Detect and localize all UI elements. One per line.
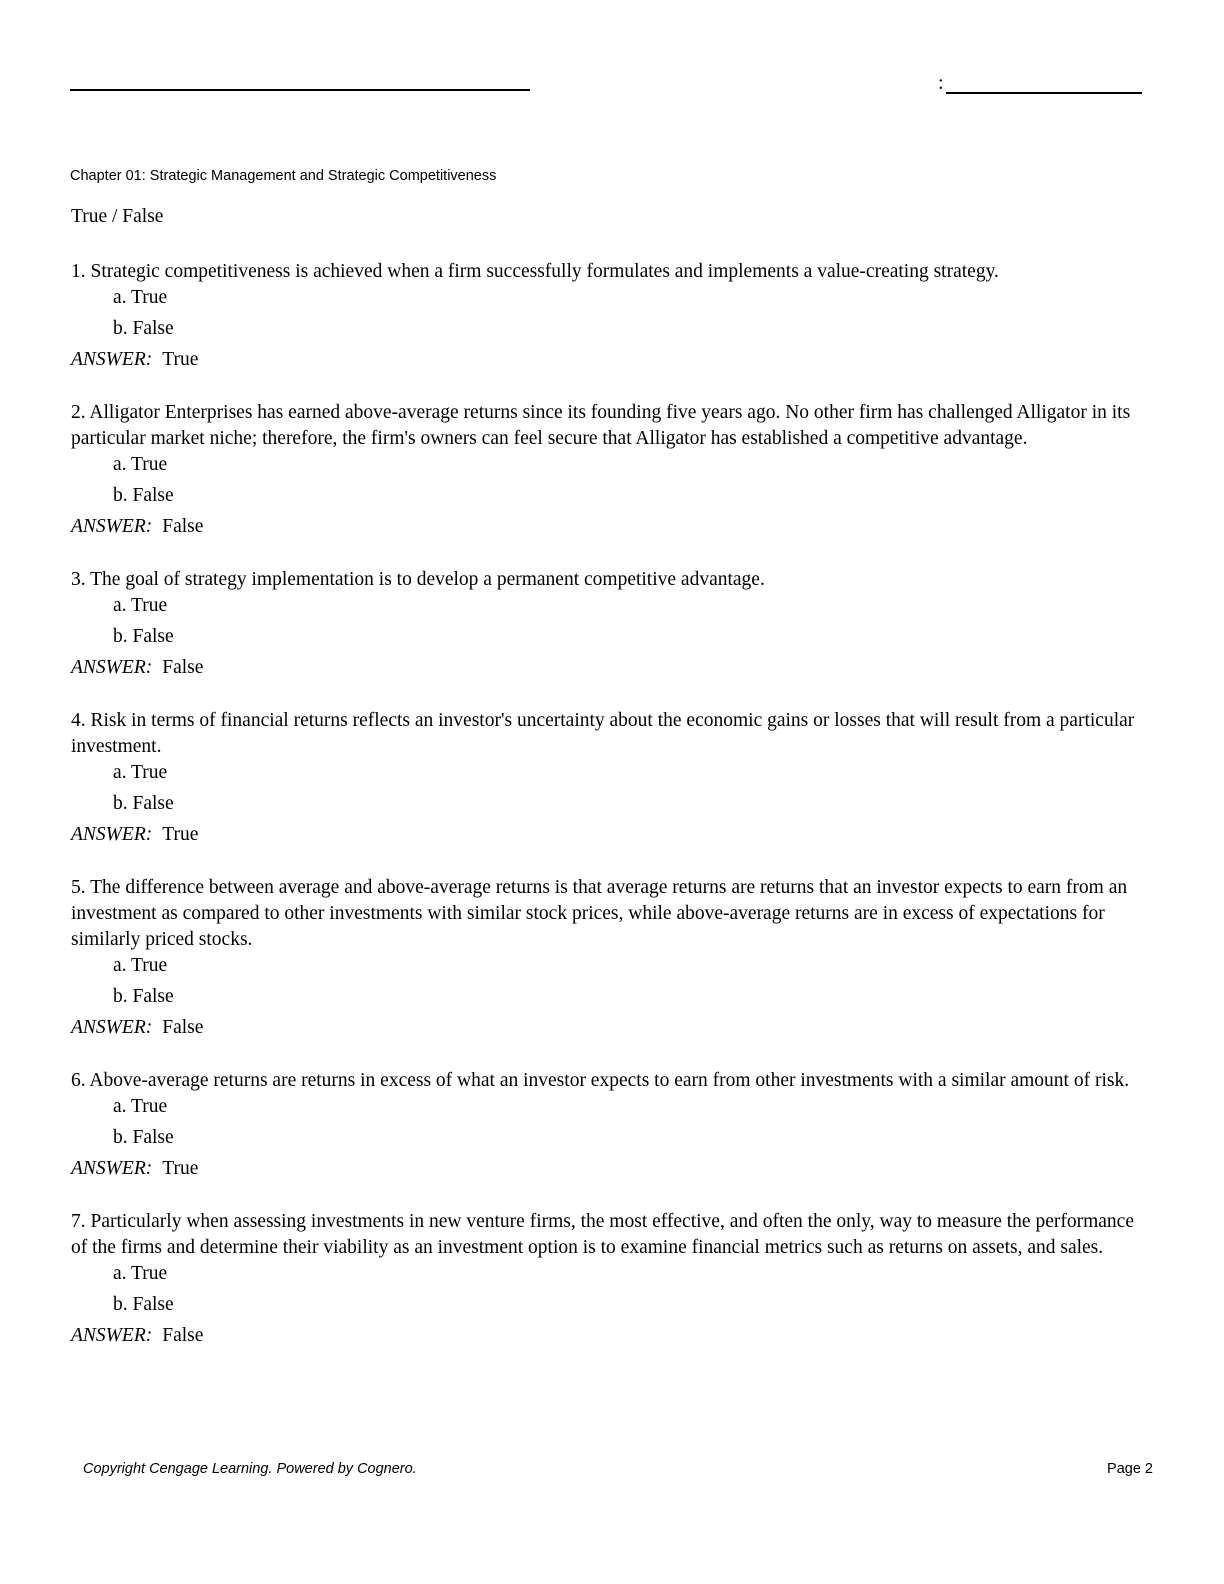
question-7 bbox=[71, 1209, 1151, 1349]
answer-line bbox=[71, 822, 1151, 848]
answer-value: True bbox=[162, 349, 199, 370]
option-false: b. False bbox=[113, 986, 174, 1007]
answer-value: True bbox=[162, 1158, 199, 1179]
answer-label: ANSWER: bbox=[71, 1325, 153, 1346]
answer-label: ANSWER: bbox=[71, 1017, 153, 1038]
answer-label: ANSWER: bbox=[71, 516, 153, 537]
answer-label: ANSWER: bbox=[71, 349, 153, 370]
answer-line bbox=[71, 1015, 1151, 1041]
question-2 bbox=[71, 400, 1151, 540]
answer-line bbox=[71, 347, 1151, 373]
answer-value: False bbox=[162, 516, 204, 537]
option-true: a. True bbox=[113, 762, 168, 783]
section-title: True / False bbox=[71, 206, 164, 227]
chapter-title: Chapter 01: Strategic Management and Strategic Competitiveness bbox=[70, 168, 497, 184]
answer-label: ANSWER: bbox=[71, 1158, 153, 1179]
date-colon: : bbox=[938, 72, 944, 94]
answer-line bbox=[71, 1156, 1151, 1182]
question-5 bbox=[71, 875, 1151, 1041]
option-true: a. True bbox=[113, 1096, 168, 1117]
answer-line bbox=[71, 514, 1151, 540]
question-text: 3. The goal of strategy implementation is to develop a permanent competitive advantage. bbox=[71, 569, 765, 590]
answer-value: True bbox=[162, 824, 199, 845]
date-blank-line bbox=[946, 92, 1142, 94]
question-list bbox=[71, 202, 1151, 1376]
option-true: a. True bbox=[113, 287, 168, 308]
option-false: b. False bbox=[113, 793, 174, 814]
option-false: b. False bbox=[113, 1127, 174, 1148]
answer-value: False bbox=[162, 657, 204, 678]
question-4 bbox=[71, 708, 1151, 848]
question-1 bbox=[71, 259, 1151, 373]
answer-value: False bbox=[162, 1017, 204, 1038]
question-text: 1. Strategic competitiveness is achieved when a firm successfully formulates and implements a value-creating strategy. bbox=[71, 261, 999, 282]
option-true: a. True bbox=[113, 454, 168, 475]
option-true: a. True bbox=[113, 955, 168, 976]
option-false: b. False bbox=[113, 318, 174, 339]
option-false: b. False bbox=[113, 626, 174, 647]
option-false: b. False bbox=[113, 1294, 174, 1315]
answer-label: ANSWER: bbox=[71, 657, 153, 678]
option-true: a. True bbox=[113, 595, 168, 616]
question-3 bbox=[71, 567, 1151, 681]
footer-copyright: Copyright Cengage Learning. Powered by Cognero. bbox=[83, 1461, 417, 1477]
answer-line bbox=[71, 655, 1151, 681]
question-text: 4. Risk in terms of financial returns reflects an investor's uncertainty about the economic gains or losses that will result from a particular investment. bbox=[71, 710, 1135, 757]
question-text: 5. The difference between average and above-average returns is that average returns are returns that an investor expects to earn from an investment as compared to other investments with similar stock prices, while above-average returns are in excess of expectations for similarly priced stocks. bbox=[71, 877, 1128, 950]
question-text: 7. Particularly when assessing investments in new venture firms, the most effective, and often the only, way to measure the performance of the firms and determine their viability as an investment option is to examine financial metrics such as returns on assets, and sales. bbox=[71, 1211, 1134, 1258]
answer-line bbox=[71, 1323, 1151, 1349]
answer-value: False bbox=[162, 1325, 204, 1346]
question-text: 6. Above-average returns are returns in excess of what an investor expects to earn from other investments with a similar amount of risk. bbox=[71, 1070, 1130, 1091]
question-6 bbox=[71, 1068, 1151, 1182]
answer-label: ANSWER: bbox=[71, 824, 153, 845]
option-true: a. True bbox=[113, 1263, 168, 1284]
name-blank-line bbox=[70, 89, 530, 91]
question-text: 2. Alligator Enterprises has earned above-average returns since its founding five years ago. No other firm has challenged Alligator in its particular market niche; therefore, the firm's owners can feel secure that Alligator has established a competitive advantage. bbox=[71, 402, 1131, 449]
option-false: b. False bbox=[113, 485, 174, 506]
page-number: Page 2 bbox=[1107, 1461, 1153, 1477]
